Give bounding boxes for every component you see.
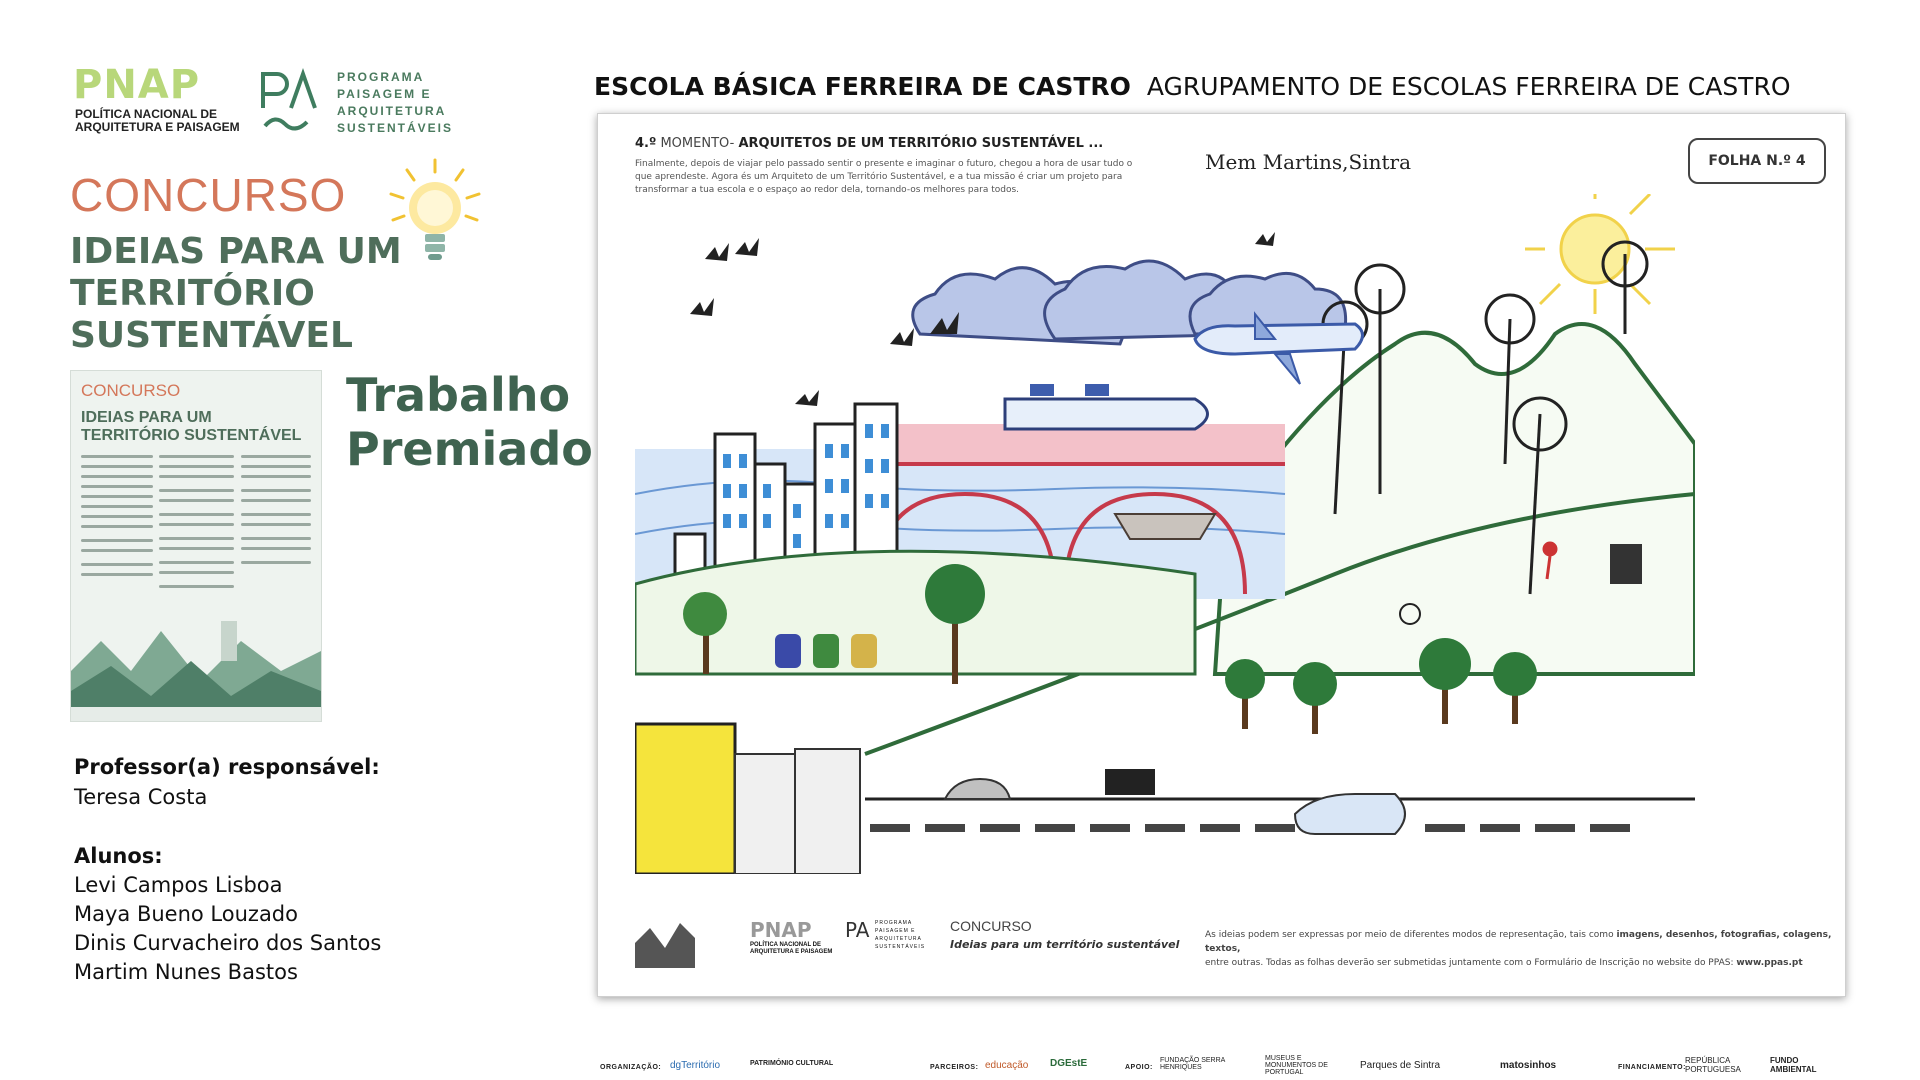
footer-pnap-sub-1: POLÍTICA NACIONAL DE xyxy=(750,942,822,948)
support-label: APOIO: xyxy=(1125,1064,1153,1071)
concurso-title: CONCURSO xyxy=(70,169,347,221)
footer-ppas-sub-1: PROGRAMA xyxy=(875,920,913,926)
car xyxy=(945,779,1010,799)
students-label: Alunos: xyxy=(74,844,163,868)
school-name: ESCOLA BÁSICA FERREIRA DE CASTRO xyxy=(594,72,1131,101)
support-museus: MUSEUS E MONUMENTOS DE PORTUGAL xyxy=(1265,1055,1328,1076)
folha-badge: FOLHA N.º 4 xyxy=(1688,138,1826,184)
student-name: Dinis Curvacheiro dos Santos xyxy=(74,931,382,955)
calendar-sign xyxy=(1610,544,1642,584)
contest-poster-thumbnail xyxy=(70,370,322,722)
partner-dgeste: DGEstE xyxy=(1050,1058,1088,1069)
moment-intro xyxy=(635,158,1155,197)
funding-label: FINANCIAMENTO: xyxy=(1618,1064,1686,1071)
footer-ppas-sub-2: PAISAGEM E xyxy=(875,928,916,934)
ppas-subtitle-3: ARQUITETURA xyxy=(337,104,447,118)
moment-heading xyxy=(635,136,1103,151)
contest-title-line-2: TERRITÓRIO xyxy=(70,273,315,314)
ppas-mark-icon xyxy=(255,66,325,138)
sponsor-bar xyxy=(600,1052,1845,1080)
org-dgterritorio: dgTerritório xyxy=(670,1060,721,1071)
partners-label: PARCEIROS: xyxy=(930,1064,979,1071)
road xyxy=(865,794,1695,874)
contest-title-line-3: SUSTENTÁVEL xyxy=(70,315,353,356)
moment-number: 4.º xyxy=(635,136,657,151)
worksheet-footer xyxy=(635,918,1832,988)
pnap-logo xyxy=(73,62,243,142)
ppas-subtitle-1: PROGRAMA xyxy=(337,70,425,84)
contest-title-line-1: IDEIAS PARA UM xyxy=(70,231,402,272)
school-group: AGRUPAMENTO DE ESCOLAS FERREIRA DE CASTRO xyxy=(1146,72,1791,101)
student-drawing xyxy=(635,194,1695,874)
student-name: Martim Nunes Bastos xyxy=(74,960,298,984)
school-heading xyxy=(594,72,1791,101)
funding-republica: REPÚBLICA PORTUGUESA xyxy=(1685,1056,1741,1074)
poster-landscape xyxy=(71,611,321,721)
support-matosinhos: matosinhos xyxy=(1500,1060,1557,1071)
teacher-label: Professor(a) responsável: xyxy=(74,755,380,779)
ppas-subtitle-2: PAISAGEM E xyxy=(337,87,432,101)
school-building xyxy=(635,724,735,874)
hill-right xyxy=(1215,324,1695,674)
footer-ppas-sub-3: ARQUITETURA xyxy=(875,936,922,942)
truck xyxy=(1105,769,1155,795)
train xyxy=(1005,384,1208,429)
student-name: Levi Campos Lisboa xyxy=(74,873,283,897)
recycling-bins xyxy=(775,634,877,668)
footer-ppas-mark: PA xyxy=(845,918,870,942)
intro-line-1: Finalmente, depois de viajar pelo passado sentir o presente e imaginar o futuro, chegou a hora de usar tudo o xyxy=(635,159,1133,169)
support-serra-henriques: FUNDAÇÃO SERRA HENRIQUES xyxy=(1160,1057,1225,1071)
student-list xyxy=(74,871,381,987)
intro-line-2: que aprendeste. Agora és um Arquiteto de um Território Sustentável, e a tua missão é criar um projeto para xyxy=(635,172,1123,182)
boat xyxy=(1115,514,1215,539)
support-parques-sintra: Parques de Sintra xyxy=(1360,1060,1441,1071)
footer-ppas-sub-4: SUSTENTÁVEIS xyxy=(875,944,926,950)
organization-label: ORGANIZAÇÃO: xyxy=(600,1064,662,1071)
sun xyxy=(1525,194,1675,314)
footer-concurso: CONCURSO xyxy=(950,918,1032,934)
worksheet xyxy=(597,113,1846,997)
student-name: Maya Bueno Louzado xyxy=(74,902,298,926)
footer-pnap: PNAP xyxy=(750,918,812,942)
pnap-subtitle-2: ARQUITETURA E PAISAGEM xyxy=(75,120,240,134)
poster-concurso: CONCURSO xyxy=(81,381,181,400)
award-line-1: Trabalho xyxy=(346,368,571,422)
award-line-2: Premiado xyxy=(346,422,593,476)
intro-line-3: transformar a tua escola e o espaço ao redor dela, tornando-os melhores para todos. xyxy=(635,185,1020,195)
pnap-wordmark: PNAP xyxy=(73,62,201,108)
partner-educacao: educação xyxy=(985,1060,1029,1071)
footer-pnap-sub-2: ARQUITETURA E PAISAGEM xyxy=(750,949,833,955)
ppas-logo xyxy=(255,66,455,146)
footer-landscape-icon xyxy=(635,918,695,968)
moment-word: MOMENTO- xyxy=(660,136,735,151)
location-caption: Mem Martins,Sintra xyxy=(1205,150,1412,174)
footer-title: Ideias para um território sustentável xyxy=(950,938,1180,951)
footer-note: As ideias podem ser expressas por meio de diferentes modos de representação, tais como imagens, desenhos, fotografias, colagens, textos, entre outras. Todas as folhas deverão ser submetidas juntamente com o Formulário de Inscrição no website do PPAS: www.ppas.pt xyxy=(1205,930,1832,968)
poster-title-2: TERRITÓRIO SUSTENTÁVEL xyxy=(81,427,302,444)
funding-fundo-ambiental: FUNDO AMBIENTAL xyxy=(1770,1056,1817,1074)
org-patrimonio: PATRIMÓNIO CULTURAL xyxy=(750,1060,834,1067)
ppas-subtitle-4: SUSTENTÁVEIS xyxy=(337,121,454,135)
teacher-name: Teresa Costa xyxy=(74,785,208,809)
pnap-subtitle-1: POLÍTICA NACIONAL DE xyxy=(75,107,218,121)
poster-title-1: IDEIAS PARA UM xyxy=(81,409,212,426)
moment-title: ARQUITETOS DE UM TERRITÓRIO SUSTENTÁVEL ... xyxy=(738,136,1104,151)
